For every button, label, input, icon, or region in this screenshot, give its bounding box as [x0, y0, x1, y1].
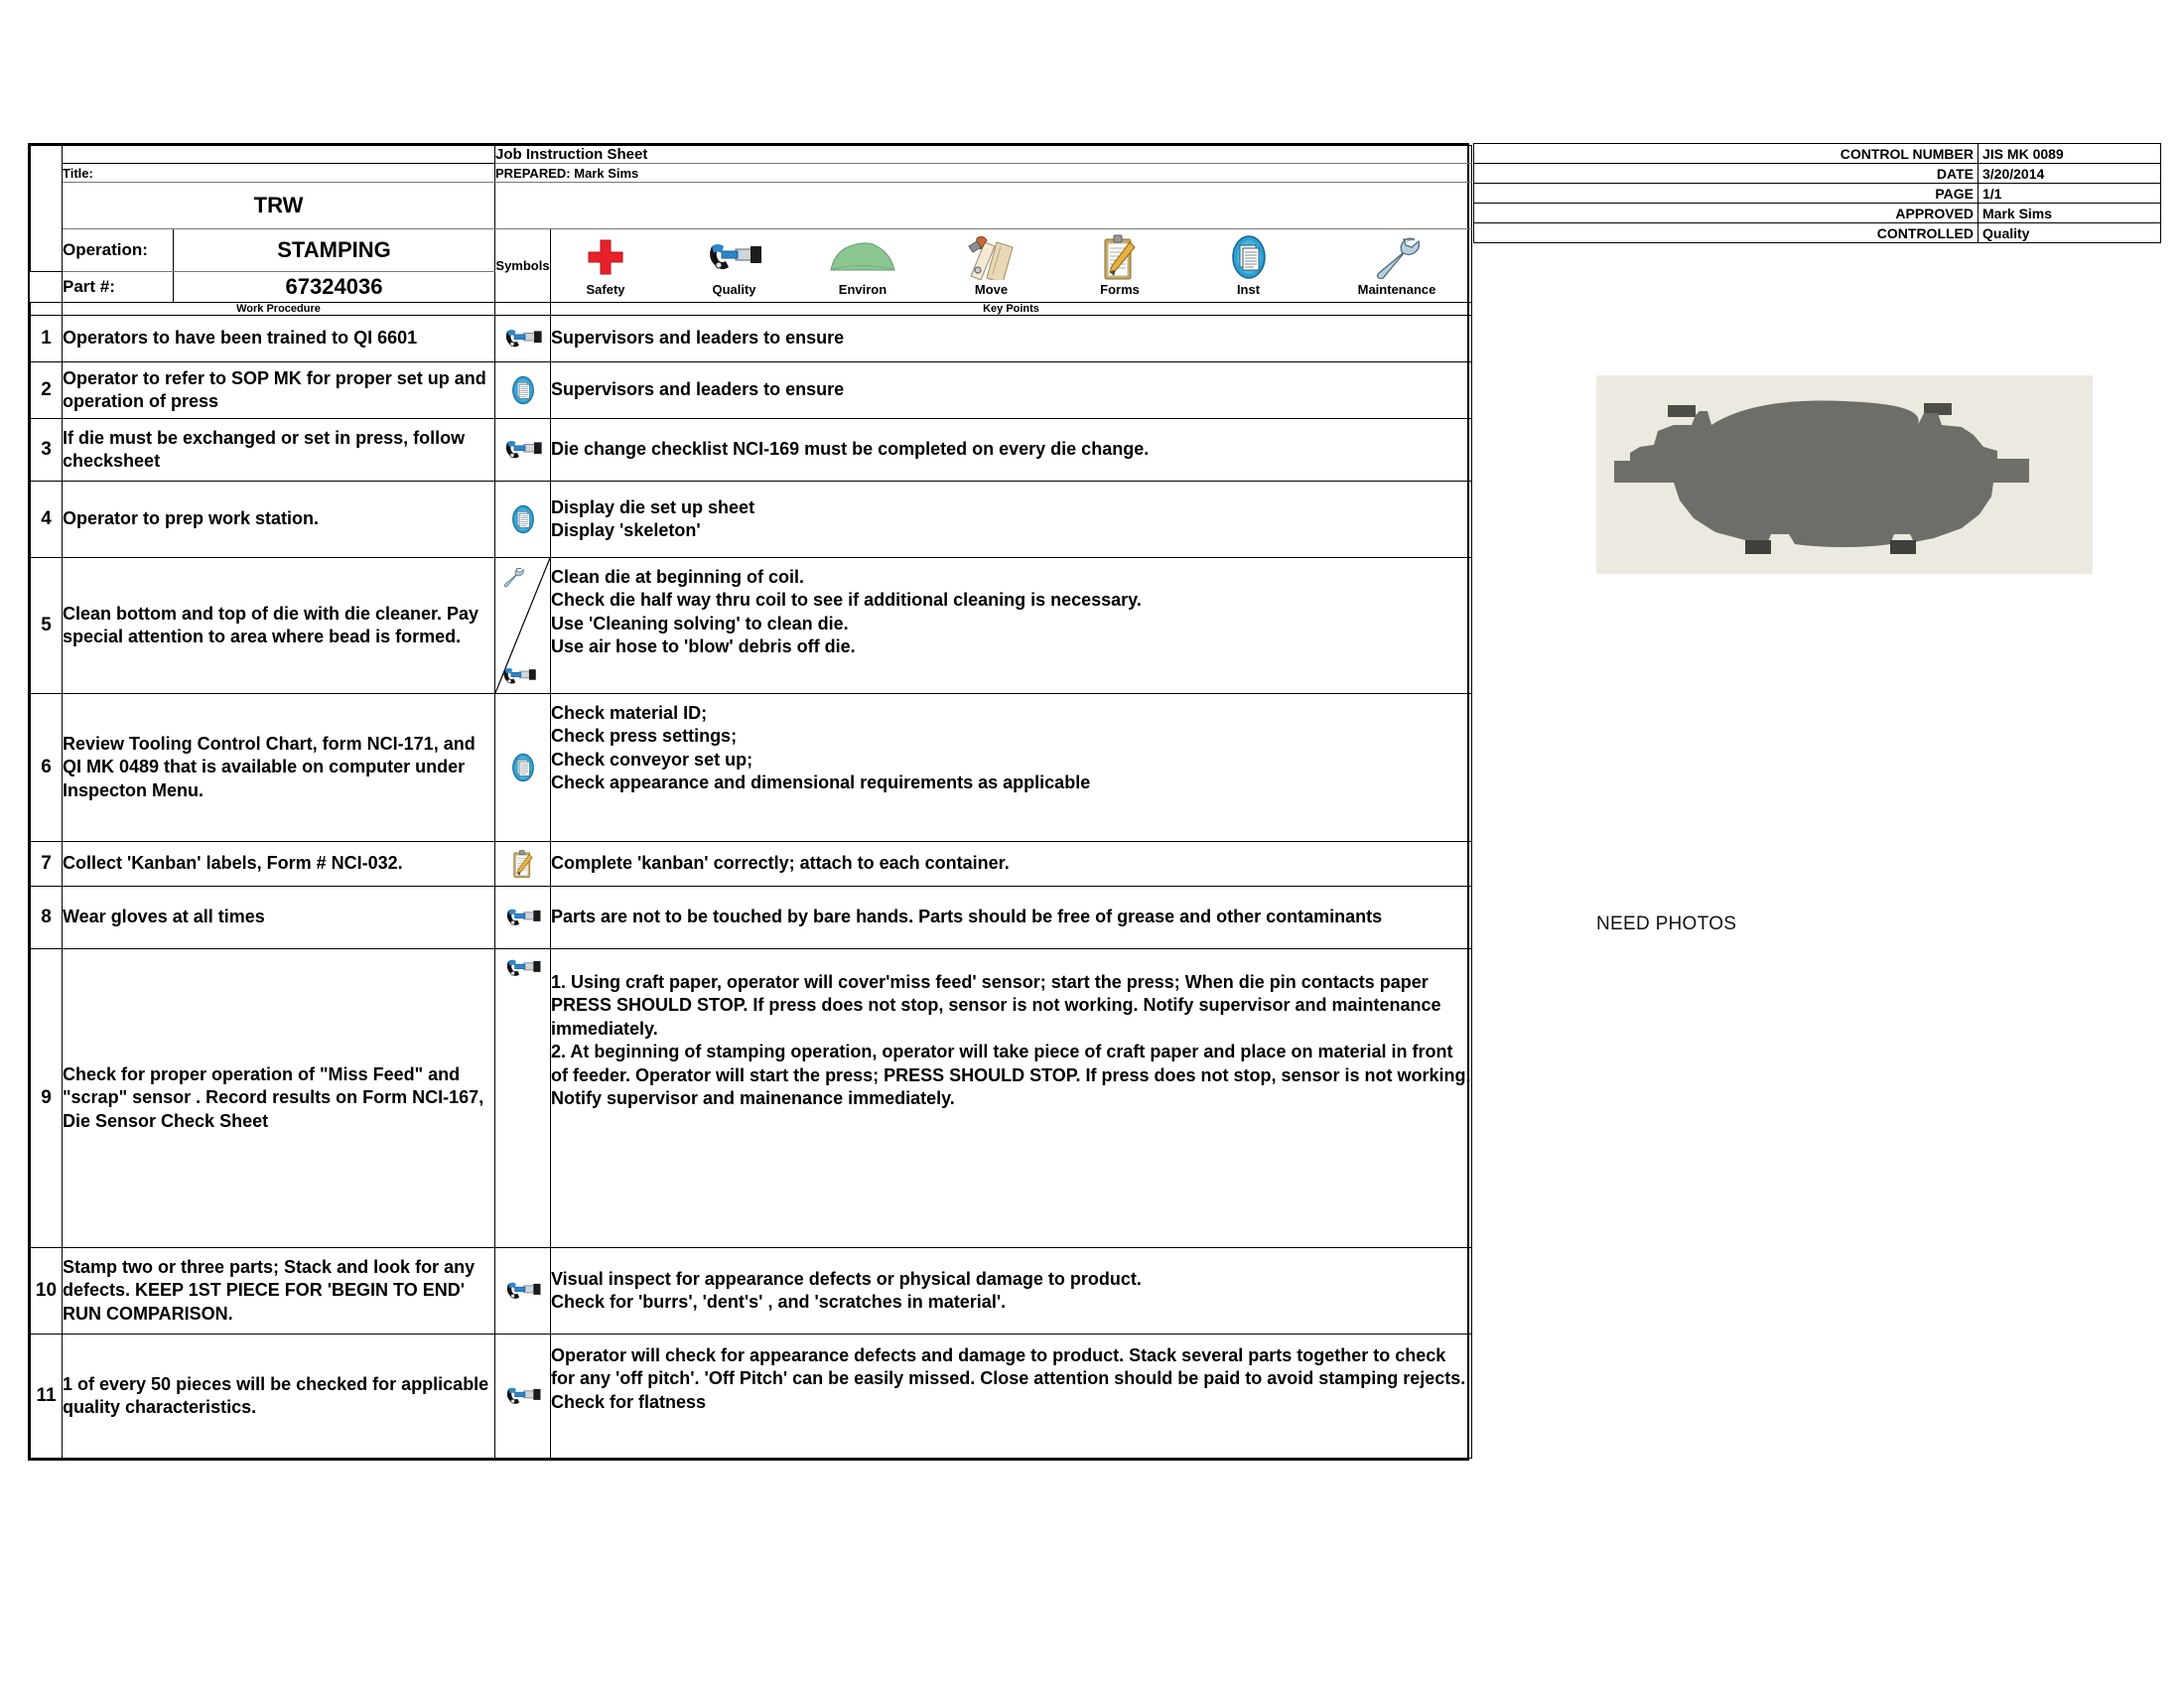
symbols-label: Symbols	[495, 229, 551, 303]
document-oval-icon	[1229, 234, 1269, 280]
date-label: DATE	[1474, 164, 1979, 184]
colhead-symbol	[495, 303, 551, 316]
control-info-block	[1473, 143, 2160, 243]
row-key-points: Visual inspect for appearance defects or physical damage to product. Check for 'burrs', 'dent's' , and 'scratches in material'.	[551, 1248, 1472, 1335]
micrometer-icon	[504, 957, 542, 979]
row-symbol-cell	[495, 482, 551, 558]
row-number: 7	[31, 842, 63, 887]
row-procedure: Stamp two or three parts; Stack and look for any defects. KEEP 1ST PIECE FOR 'BEGIN TO END' RUN COMPARISON.	[63, 1248, 495, 1335]
table-row	[31, 949, 1472, 1248]
title-label: Title:	[63, 164, 495, 183]
move-tools-icon	[965, 234, 1019, 280]
row-symbol-cell	[495, 316, 551, 362]
main-sheet	[28, 143, 1469, 1461]
row-number: 9	[31, 949, 63, 1248]
control-info-table	[1473, 143, 2161, 243]
row-procedure: Check for proper operation of "Miss Feed" and "scrap" sensor . Record results on Form NCI-167, Die Sensor Check Sheet	[63, 949, 495, 1248]
micrometer-icon	[503, 438, 543, 462]
row-symbol-cell	[495, 1248, 551, 1335]
controlled-label: CONTROLLED	[1474, 223, 1979, 243]
micrometer-icon	[706, 234, 763, 280]
header-row-title	[31, 164, 1472, 183]
row-key-points: Parts are not to be touched by bare hands. Parts should be free of grease and other contaminants	[551, 887, 1472, 949]
document-oval-icon	[510, 752, 536, 783]
table-row	[31, 482, 1472, 558]
row-key-points: Supervisors and leaders to ensure	[551, 316, 1472, 362]
symbol-inst	[1204, 234, 1294, 297]
row-key-points: Clean die at beginning of coil. Check die half way thru coil to see if additional cleaning is necessary. Use 'Cleaning solving' to clean die. Use air hose to 'blow' debris off die.	[551, 558, 1472, 694]
clipboard-pencil-icon	[510, 847, 536, 881]
header-row-company	[31, 183, 1472, 229]
table-row	[31, 558, 1472, 694]
control-number-label: CONTROL NUMBER	[1474, 144, 1979, 164]
symbol-caption: Inst	[1236, 282, 1261, 297]
operation-value: STAMPING	[174, 229, 495, 272]
micrometer-icon	[504, 1385, 542, 1407]
row-symbol-cell	[495, 842, 551, 887]
row-number: 6	[31, 694, 63, 842]
header-row-sheet-title	[31, 146, 1472, 164]
document-oval-icon	[510, 503, 536, 535]
symbol-caption: Quality	[712, 282, 756, 297]
symbol-maintenance	[1332, 234, 1461, 297]
row-key-points: Complete 'kanban' correctly; attach to each container.	[551, 842, 1472, 887]
row-procedure: If die must be exchanged or set in press, follow checksheet	[63, 419, 495, 482]
header-row-operation	[31, 229, 1472, 272]
part-label: Part #:	[63, 272, 174, 303]
symbol-forms	[1075, 234, 1164, 297]
micrometer-icon	[504, 907, 542, 928]
need-photos-note: NEED PHOTOS	[1596, 914, 1737, 934]
control-row	[1474, 223, 2161, 243]
row-number: 5	[31, 558, 63, 694]
row-number: 10	[31, 1248, 63, 1335]
control-row	[1474, 164, 2161, 184]
micrometer-icon	[504, 1280, 542, 1302]
company-name: TRW	[63, 183, 495, 229]
symbols-row	[551, 234, 1471, 297]
symbol-caption: Move	[974, 282, 1009, 297]
date-value: 3/20/2014	[1979, 164, 2161, 184]
table-row	[31, 842, 1472, 887]
symbol-environ	[818, 234, 907, 297]
row-key-points: Die change checklist NCI-169 must be completed on every die change.	[551, 419, 1472, 482]
symbol-safety	[561, 234, 650, 297]
row-symbol-cell	[495, 1335, 551, 1459]
part-photo-graphic	[1596, 375, 2093, 574]
column-header-row	[31, 303, 1472, 316]
row-procedure: Operator to refer to SOP MK for proper set up and operation of press	[63, 362, 495, 419]
row-number: 11	[31, 1335, 63, 1459]
table-row	[31, 362, 1472, 419]
green-leaf-icon	[827, 234, 898, 280]
diagonal-split	[495, 558, 550, 693]
row-key-points: 1. Using craft paper, operator will cover'miss feed' sensor; start the press; When die pin contacts paper PRESS SHOULD STOP. If press does not stop, sensor is not working. Notify supervisor and maintenance immediately. 2. At beginning of stamping operation, operator will take piece of craft paper and place on material in front of feeder. Operator will start the press; PRESS SHOULD STOP. If press does not stop, sensor is not working. Notify supervisor and mainenance immediately.	[551, 949, 1472, 1248]
row-key-points: Display die set up sheet Display 'skeleton'	[551, 482, 1472, 558]
symbols-legend	[551, 229, 1472, 303]
operation-label: Operation:	[63, 229, 174, 272]
row-number: 3	[31, 419, 63, 482]
table-row	[31, 1248, 1472, 1335]
stamped-metal-part-photo	[1596, 375, 2093, 574]
row-number: 2	[31, 362, 63, 419]
micrometer-icon	[503, 327, 543, 351]
row-procedure: Operators to have been trained to QI 6601	[63, 316, 495, 362]
row-symbol-cell	[495, 887, 551, 949]
control-row	[1474, 204, 2161, 223]
symbol-caption: Forms	[1100, 282, 1140, 297]
table-row	[31, 887, 1472, 949]
safety-cross-icon	[586, 234, 625, 280]
micrometer-icon	[501, 665, 537, 687]
table-row	[31, 316, 1472, 362]
part-value: 67324036	[174, 272, 495, 303]
symbol-move	[947, 234, 1036, 297]
control-row	[1474, 184, 2161, 204]
page-value: 1/1	[1979, 184, 2161, 204]
control-number-value: JIS MK 0089	[1979, 144, 2161, 164]
row-symbol-cell	[495, 362, 551, 419]
row-symbol-cell	[495, 949, 551, 1248]
prepared-label: PREPARED:	[495, 165, 571, 181]
header-left-spacer	[31, 146, 63, 272]
wrench-icon	[501, 566, 525, 588]
clipboard-pencil-icon	[1099, 234, 1141, 280]
row-symbol-cell-split	[495, 558, 551, 694]
controlled-value: Quality	[1979, 223, 2161, 243]
row-number: 4	[31, 482, 63, 558]
table-row	[31, 694, 1472, 842]
header-blank-right	[495, 183, 1472, 229]
row-procedure: Wear gloves at all times	[63, 887, 495, 949]
symbol-caption: Maintenance	[1357, 282, 1436, 297]
row-number: 8	[31, 887, 63, 949]
symbol-quality	[690, 234, 779, 297]
colhead-key-points: Key Points	[551, 303, 1472, 316]
document-oval-icon	[510, 374, 536, 406]
control-row	[1474, 144, 2161, 164]
page-label: PAGE	[1474, 184, 1979, 204]
row-procedure: Collect 'Kanban' labels, Form # NCI-032.	[63, 842, 495, 887]
sheet-title: Job Instruction Sheet	[495, 146, 1472, 164]
table-row	[31, 419, 1472, 482]
prepared-value: Mark Sims	[574, 165, 639, 181]
row-symbol-cell	[495, 694, 551, 842]
table-row	[31, 1335, 1472, 1459]
colhead-work-procedure: Work Procedure	[63, 303, 495, 316]
row-key-points: Check material ID; Check press settings; Check conveyor set up; Check appearance and dimensional requirements as applicable	[551, 694, 1472, 842]
row-procedure: Operator to prep work station.	[63, 482, 495, 558]
part-left-spacer	[31, 272, 63, 303]
row-number: 1	[31, 316, 63, 362]
approved-label: APPROVED	[1474, 204, 1979, 223]
row-symbol-cell	[495, 419, 551, 482]
header-blank-cell	[63, 146, 495, 164]
row-procedure: Clean bottom and top of die with die cleaner. Pay special attention to area where bead is formed.	[63, 558, 495, 694]
approved-value: Mark Sims	[1979, 204, 2161, 223]
symbol-caption: Safety	[586, 282, 625, 297]
prepared-by	[495, 164, 1472, 183]
wrench-icon	[1371, 234, 1423, 280]
row-procedure: Review Tooling Control Chart, form NCI-171, and QI MK 0489 that is available on computer under Inspecton Menu.	[63, 694, 495, 842]
row-key-points: Operator will check for appearance defects and damage to product. Stack several parts together to check for any 'off pitch'. 'Off Pitch' can be easily missed. Close attention should be paid to avoid stamping rejects. Check for flatness	[551, 1335, 1472, 1459]
colhead-num	[31, 303, 63, 316]
sheet-table	[30, 145, 1472, 1459]
row-key-points: Supervisors and leaders to ensure	[551, 362, 1472, 419]
symbol-caption: Environ	[838, 282, 887, 297]
row-procedure: 1 of every 50 pieces will be checked for applicable quality characteristics.	[63, 1335, 495, 1459]
